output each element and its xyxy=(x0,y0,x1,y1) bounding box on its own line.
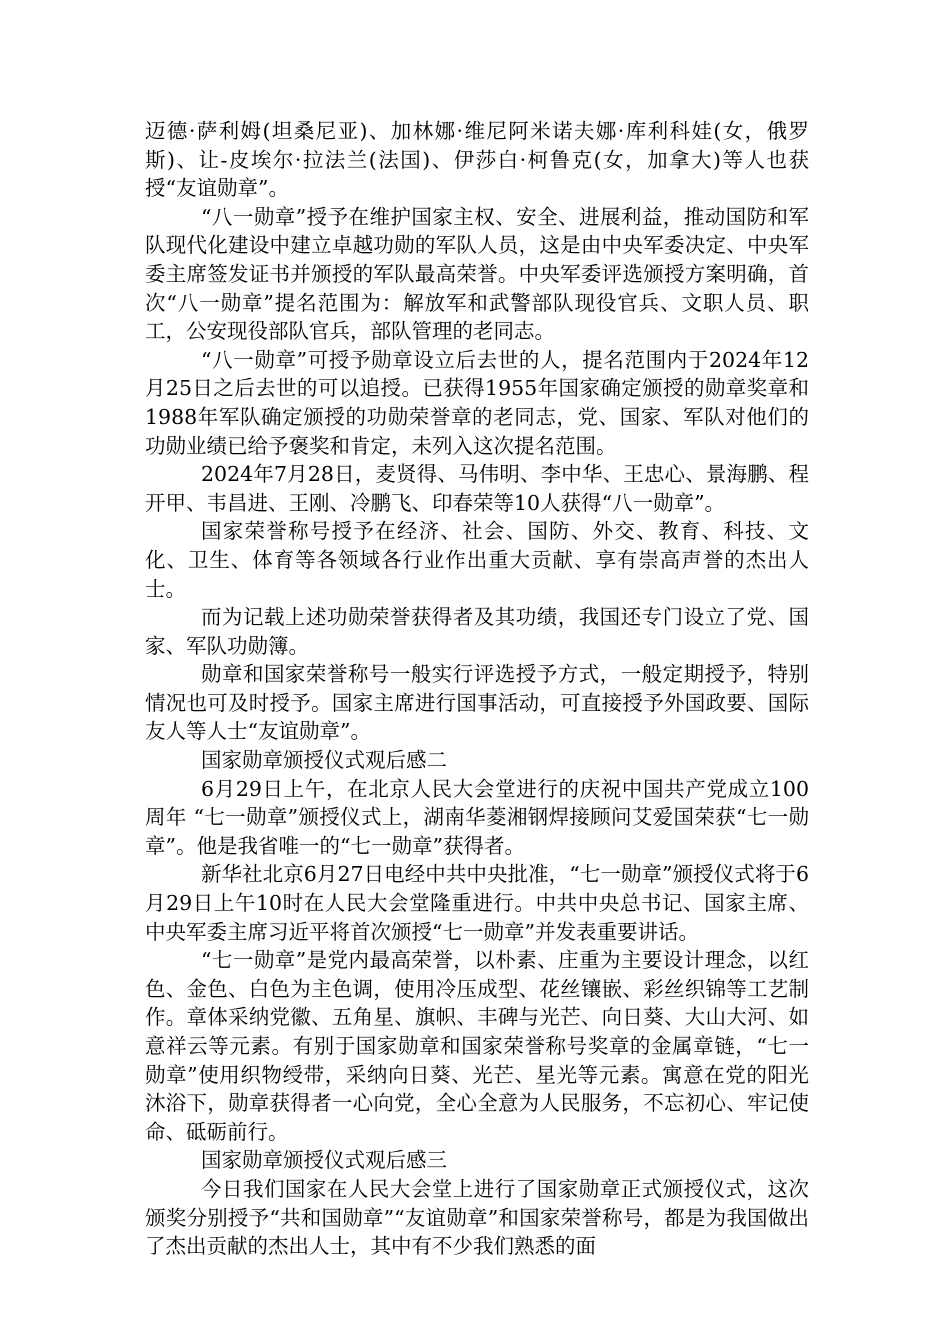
document-page xyxy=(145,117,809,1261)
paragraph-6: 而为记载上述功勋荣誉获得者及其功绩，我国还专门设立了党、国家、军队功勋簿。 xyxy=(145,605,809,658)
paragraph-10: “七一勋章”是党内最高荣誉，以朴素、庄重为主要设计理念，以红色、金色、白色为主色调，使用冷压成型、花丝镶嵌、彩丝织锦等工艺制作。章体采纳党徽、五角星、旗帜、丰碑与光芒、向日葵、大山大河、如意祥云等元素。有别于国家勋章和国家荣誉称号奖章的金属章链，“七一勋章”使用织物绶带，采纳向日葵、光芒、星光等元素。寓意在党的阳光沐浴下，勋章获得者一心向党，全心全意为人民服务，不忘初心、牢记使命、砥砺前行。 xyxy=(145,948,809,1144)
paragraph-7: 勋章和国家荣誉称号一般实行评选授予方式，一般定期授予，特别情况也可及时授予。国家主席进行国事活动，可直接授予外国政要、国际友人等人士“友谊勋章”。 xyxy=(145,662,809,744)
paragraph-2: “八一勋章”授予在维护国家主权、安全、进展利益，推动国防和军队现代化建设中建立卓越功勋的军队人员，这是由中央军委决定、中央军委主席签发证书并颁授的军队最高荣誉。中央军委评选颁授方案明确，首次“八一勋章”提名范围为：解放军和武警部队现役官兵、文职人员、职工，公安现役部队官兵，部队管理的老同志。 xyxy=(145,204,809,344)
section-heading-2: 国家勋章颁授仪式观后感二 xyxy=(201,748,447,773)
section-heading-3: 国家勋章颁授仪式观后感三 xyxy=(201,1148,447,1173)
paragraph-9: 新华社北京6月27日电经中共中央批准，“七一勋章”颁授仪式将于6月29日上午10时在人民大会堂隆重进行。中共中央总书记、国家主席、中央军委主席习近平将首次颁授“七一勋章”并发表重要讲话。 xyxy=(145,862,809,944)
paragraph-1: 迈德·萨利姆(坦桑尼亚)、加林娜·维尼阿米诺夫娜·库利科娃(女，俄罗斯)、让-皮埃尔·拉法兰(法国)、伊莎白·柯鲁克(女，加拿大)等人也获授“友谊勋章”。 xyxy=(145,119,809,201)
paragraph-11: 今日我们国家在人民大会堂上进行了国家勋章正式颁授仪式，这次颁奖分别授予“共和国勋章”“友谊勋章”和国家荣誉称号，都是为我国做出了杰出贡献的杰出人士，其中有不少我们熟悉的面 xyxy=(145,1176,809,1259)
paragraph-8: 6月29日上午，在北京人民大会堂进行的庆祝中国共产党成立100周年 “七一勋章”颁授仪式上，湖南华菱湘钢焊接顾问艾爱国荣获“七一勋章”。他是我省唯一的“七一勋章”获得者。 xyxy=(145,776,809,858)
paragraph-5: 国家荣誉称号授予在经济、社会、国防、外交、教育、科技、文化、卫生、体育等各领域各行业作出重大贡献、享有崇高声誉的杰出人士。 xyxy=(145,519,809,601)
paragraph-4: 2024年7月28日，麦贤得、马伟明、李中华、王忠心、景海鹏、程开甲、韦昌进、王刚、冷鹏飞、印春荣等10人获得“八一勋章”。 xyxy=(145,462,809,515)
paragraph-3: “八一勋章”可授予勋章设立后去世的人，提名范围内于2024年12月25日之后去世的可以追授。已获得1955年国家确定颁授的勋章奖章和1988年军队确定颁授的功勋荣誉章的老同志，党、国家、军队对他们的功勋业绩已给予褒奖和肯定，未列入这次提名范围。 xyxy=(145,347,809,458)
